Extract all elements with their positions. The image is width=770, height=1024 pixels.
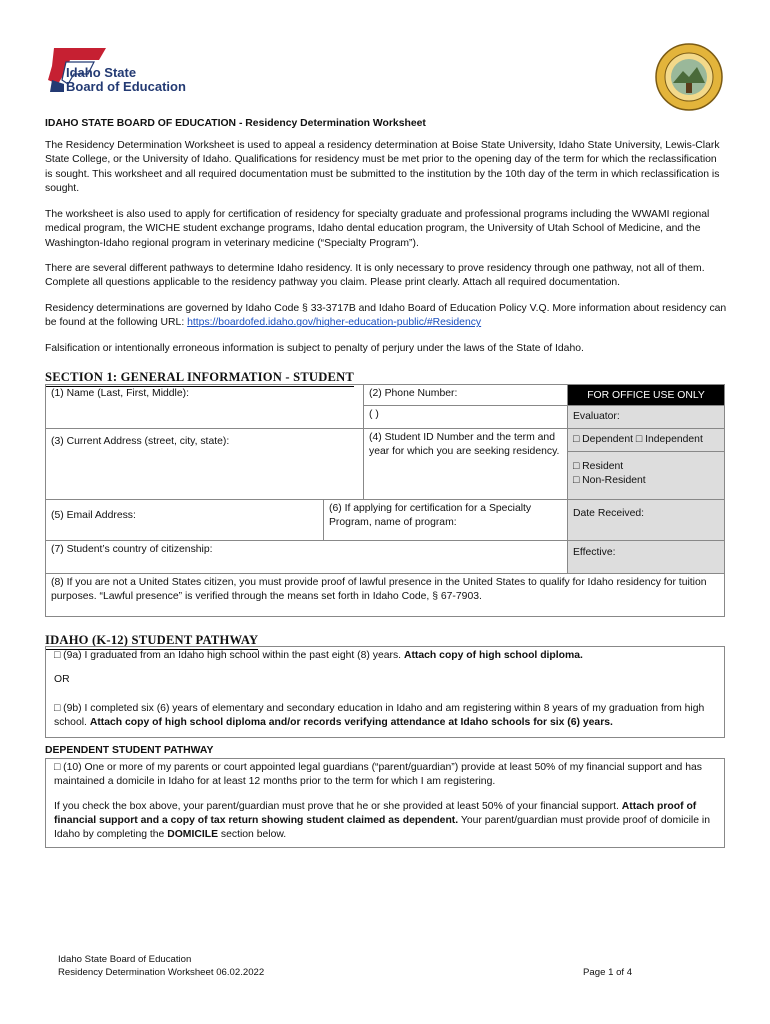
logo-line2: Board of Education [66, 79, 186, 94]
dependent-heading: DEPENDENT STUDENT PATHWAY [45, 744, 213, 759]
page-title: IDAHO STATE BOARD OF EDUCATION - Residency Determination Worksheet [45, 118, 426, 129]
name-label: (1) Name (Last, First, Middle): [51, 388, 189, 399]
intro-paragraph-3: There are several different pathways to determine Idaho residency. It is only necessary to prove residency through one pathway, not all of them. Complete all questions applicable to the residency pathway you claim. Please print clearly. Attach all required documentation. [45, 263, 705, 289]
office-use-header: FOR OFFICE USE ONLY [567, 384, 725, 406]
specialty-program-field[interactable] [323, 499, 568, 541]
lawful-presence-note: (8) If you are not a United States citizen, you must provide proof of lawful presence in the United States to qualify for Idaho residency for tuition purposes. “Lawful presence” is verified through the means set forth in Idaho Code, § 67-7903. [45, 573, 725, 617]
phone-field[interactable] [363, 384, 568, 406]
option-10[interactable]: □ (10) One or more of my parents or court appointed legal guardians (“parent/guardian”) provide at least 50% of my financial support and has maintained a domicile in Idaho for at least 12 months prior to the term for which I am registering. [54, 762, 702, 788]
intro-paragraph-1: The Residency Determination Worksheet is used to appeal a residency determination at Boise State University, Idaho State University, Lewis-Clark State College, or the University of Idaho. Qualifications for residency must be met prior to the opening day of the term for which the reclassification is sought. This worksheet and all required documentation must be submitted to the institution by the 10th day of the term in which reclassification is sought. [45, 140, 720, 195]
phone-number-input[interactable] [363, 405, 568, 429]
option-9b-text: □ (9b) I completed six (6) years of elementary and secondary education in Idaho and am registering within 8 years of my graduation from high school. [54, 702, 705, 729]
footer-line1: Idaho State Board of Education [58, 954, 192, 965]
phone-parens: ( ) [369, 409, 379, 420]
idaho-sbe-logo [44, 44, 204, 104]
intro-paragraph-2: The worksheet is also used to apply for certification of residency for specialty graduate and professional programs including the WWAMI regional medical program, the WICHE student exchange programs, Idaho dental education program, the University of Utah School of Medicine, and the Washington-Idaho regional program in veterinary medicine (“Specialty Program”). [45, 209, 710, 249]
specialty-label: (6) If applying for certification for a Specialty Program, name of program: [329, 503, 532, 529]
dependent-pathway-box [45, 758, 725, 848]
intro-paragraph-4 [45, 302, 727, 331]
student-id-field[interactable] [363, 428, 568, 500]
residency-url-link[interactable]: https://boardofed.idaho.gov/higher-education-public/#Residency [187, 317, 482, 329]
option-9a[interactable] [54, 649, 716, 663]
footer-line2: Residency Determination Worksheet 06.02.2022 [58, 967, 265, 978]
office-effective: Effective: [567, 540, 725, 574]
state-seal-icon [655, 43, 723, 111]
email-label: (5) Email Address: [51, 510, 136, 521]
independent-checkbox[interactable]: □ Independent [635, 434, 703, 445]
option-9b[interactable] [54, 702, 716, 731]
dependent-note-bold: Attach proof of financial support and a copy of tax return showing student claimed as dependent. [54, 800, 697, 827]
footer [58, 953, 264, 979]
email-field[interactable] [45, 499, 324, 541]
section1-heading: SECTION 1: GENERAL INFORMATION - STUDENT [45, 369, 354, 387]
citizenship-field[interactable] [45, 540, 568, 574]
dependent-checkbox[interactable]: □ Dependent [573, 434, 634, 445]
residency-info-text: Residency determinations are governed by Idaho Code § 33-3717B and Idaho Board of Education Policy V.Q. More information about residency can be found at the following URL: [45, 303, 727, 329]
address-field[interactable] [45, 428, 364, 500]
option-9a-text: □ (9a) I graduated from an Idaho high school within the past eight (8) years. [54, 650, 404, 661]
or-label: OR [54, 674, 70, 686]
dependent-note-mid: Your parent/guardian must provide proof of domicile in Idaho by completing the [54, 815, 710, 841]
citizenship-label: (7) Student’s country of citizenship: [51, 544, 213, 555]
name-field[interactable] [45, 384, 364, 429]
option-9b-bold: Attach copy of high school diploma and/or records verifying attendance at Idaho schools for six (6) years. [89, 717, 613, 729]
office-residency [567, 451, 725, 500]
option-9a-bold: Attach copy of high school diploma. [403, 650, 583, 661]
dependent-note-end: section below. [218, 829, 287, 841]
k12-heading: IDAHO (K-12) STUDENT PATHWAY [45, 632, 258, 650]
office-date-received: Date Received: [567, 499, 725, 541]
phone-label: (2) Phone Number: [369, 388, 458, 399]
non-resident-checkbox[interactable]: □ Non-Resident [573, 475, 646, 487]
dependent-note [54, 800, 716, 843]
office-evaluator: Evaluator: [567, 405, 725, 429]
domicile-ref: DOMICILE [167, 829, 219, 841]
k12-pathway-box [45, 646, 725, 738]
resident-checkbox[interactable]: □ Resident [573, 461, 624, 472]
intro-paragraph-5: Falsification or intentionally erroneous information is subject to penalty of perjury under the laws of the State of Idaho. [45, 343, 584, 354]
student-id-label: (4) Student ID Number and the term and year for which you are seeking residency. [369, 432, 560, 458]
dependent-note-text: If you check the box above, your parent/guardian must prove that he or she provided at least 50% of your financial support. [54, 800, 622, 812]
logo-line1: Idaho State [66, 65, 137, 80]
page-number: Page 1 of 4 [583, 967, 633, 978]
office-dependency [567, 428, 725, 452]
address-label: (3) Current Address (street, city, state): [51, 436, 230, 447]
